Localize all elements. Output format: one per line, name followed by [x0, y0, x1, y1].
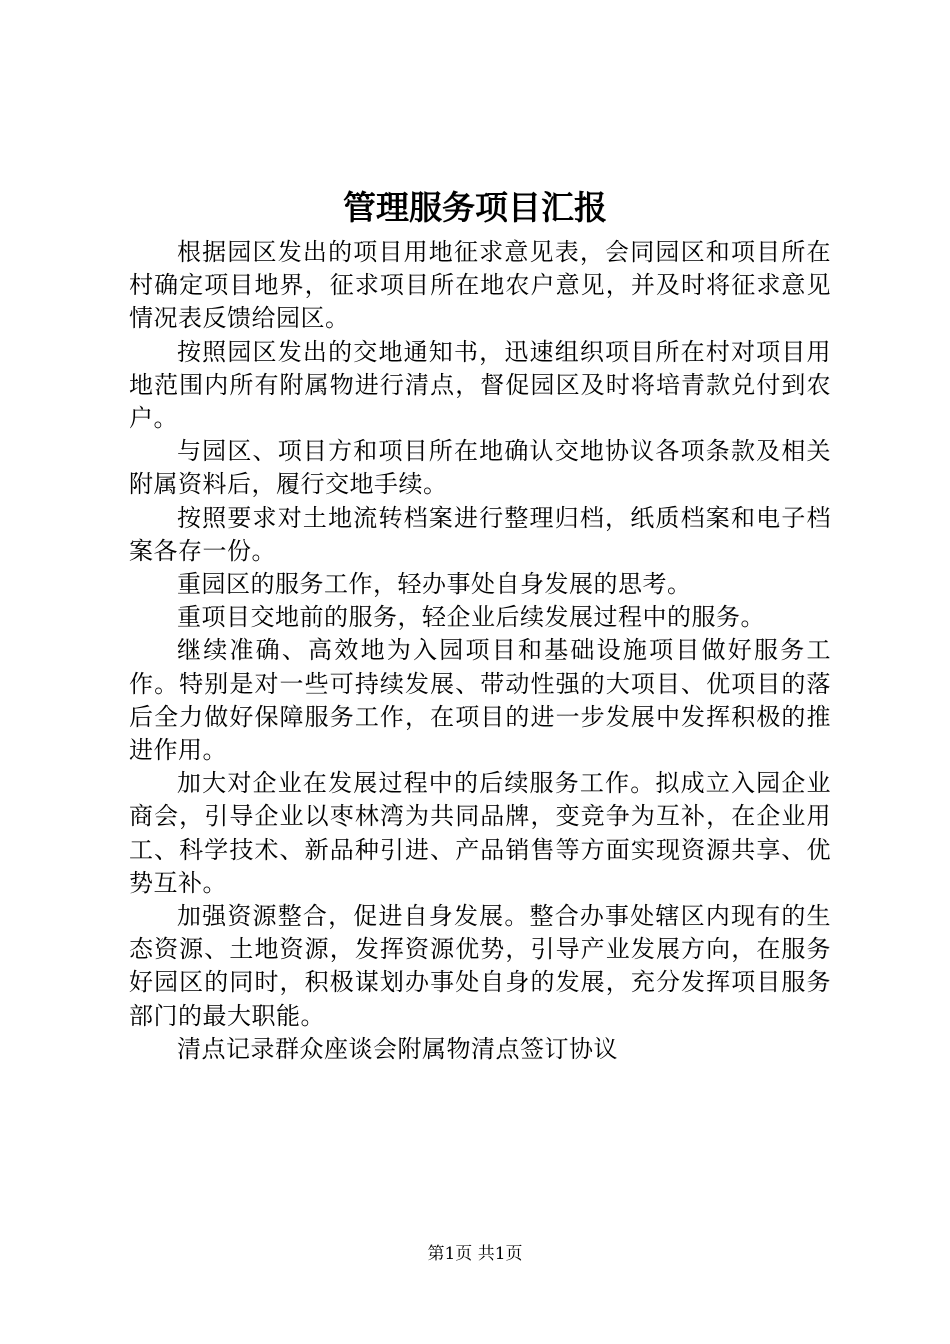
paragraph: 继续准确、高效地为入园项目和基础设施项目做好服务工作。特别是对一些可持续发展、带动性强的大项目、优项目的落后全力做好保障服务工作，在项目的进一步发展中发挥积极的推进作用。: [129, 636, 831, 765]
paragraph: 加强资源整合，促进自身发展。整合办事处辖区内现有的生态资源、土地资源，发挥资源优势，引导产业发展方向，在服务好园区的同时，积极谋划办事处自身的发展，充分发挥项目服务部门的最大职能。: [129, 902, 831, 1030]
paragraph: 按照要求对土地流转档案进行整理归档，纸质档案和电子档案各存一份。: [129, 503, 831, 565]
document-title: 管理服务项目汇报: [343, 188, 607, 227]
page-number-footer: 第1页 共1页: [427, 1244, 523, 1264]
document-body: [129, 236, 831, 1066]
paragraph: 与园区、项目方和项目所在地确认交地协议各项条款及相关附属资料后，履行交地手续。: [129, 437, 831, 499]
paragraph: 按照园区发出的交地通知书，迅速组织项目所在村对项目用地范围内所有附属物进行清点，督促园区及时将培青款兑付到农户。: [129, 337, 831, 433]
paragraph: 重项目交地前的服务，轻企业后续发展过程中的服务。: [177, 603, 765, 632]
paragraph: 加大对企业在发展过程中的后续服务工作。拟成立入园企业商会，引导企业以枣林湾为共同品牌，变竞争为互补，在企业用工、科学技术、新品种引进、产品销售等方面实现资源共享、优势互补。: [129, 769, 831, 897]
paragraph: 重园区的服务工作，轻办事处自身发展的思考。: [177, 570, 692, 599]
paragraph: 根据园区发出的项目用地征求意见表，会同园区和项目所在村确定项目地界，征求项目所在地农户意见，并及时将征求意见情况表反馈给园区。: [129, 238, 831, 333]
paragraph: 清点记录群众座谈会附属物清点签订协议: [177, 1034, 618, 1063]
